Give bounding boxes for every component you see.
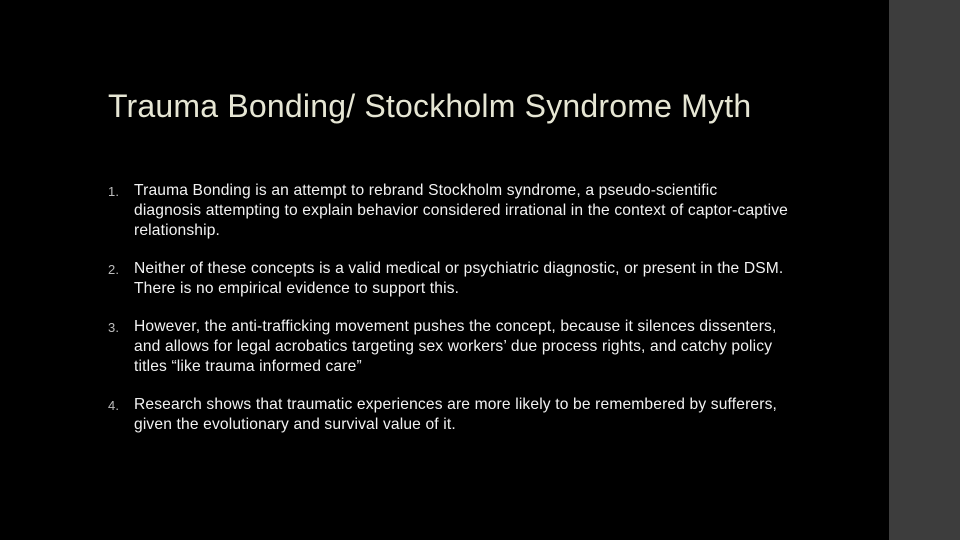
list-item <box>108 317 788 377</box>
list-item-text: However, the anti-trafficking movement pushes the concept, because it silences dissenters, and allows for legal acrobatics targeting sex workers’ due process rights, and catchy policy titles “like trauma informed care” <box>134 318 777 375</box>
list-item <box>108 181 788 241</box>
list-item-text: Trauma Bonding is an attempt to rebrand Stockholm syndrome, a pseudo-scientific diagnosis attempting to explain behavior considered irrational in the context of captor-captive relationship. <box>134 182 788 239</box>
list-item-number: 1. <box>108 184 120 199</box>
numbered-list <box>108 181 788 435</box>
list-item <box>108 259 788 299</box>
list-item-number: 3. <box>108 320 120 335</box>
slide-title: Trauma Bonding/ Stockholm Syndrome Myth <box>108 88 752 124</box>
list-item-number: 2. <box>108 262 120 277</box>
side-panel <box>889 0 960 540</box>
list-item-number: 4. <box>108 398 120 413</box>
list-item <box>108 395 788 435</box>
list-item-text: Neither of these concepts is a valid medical or psychiatric diagnostic, or present in the DSM. There is no empirical evidence to support this. <box>134 260 784 297</box>
list-item-text: Research shows that traumatic experiences are more likely to be remembered by sufferers, given the evolutionary and survival value of it. <box>134 396 778 433</box>
